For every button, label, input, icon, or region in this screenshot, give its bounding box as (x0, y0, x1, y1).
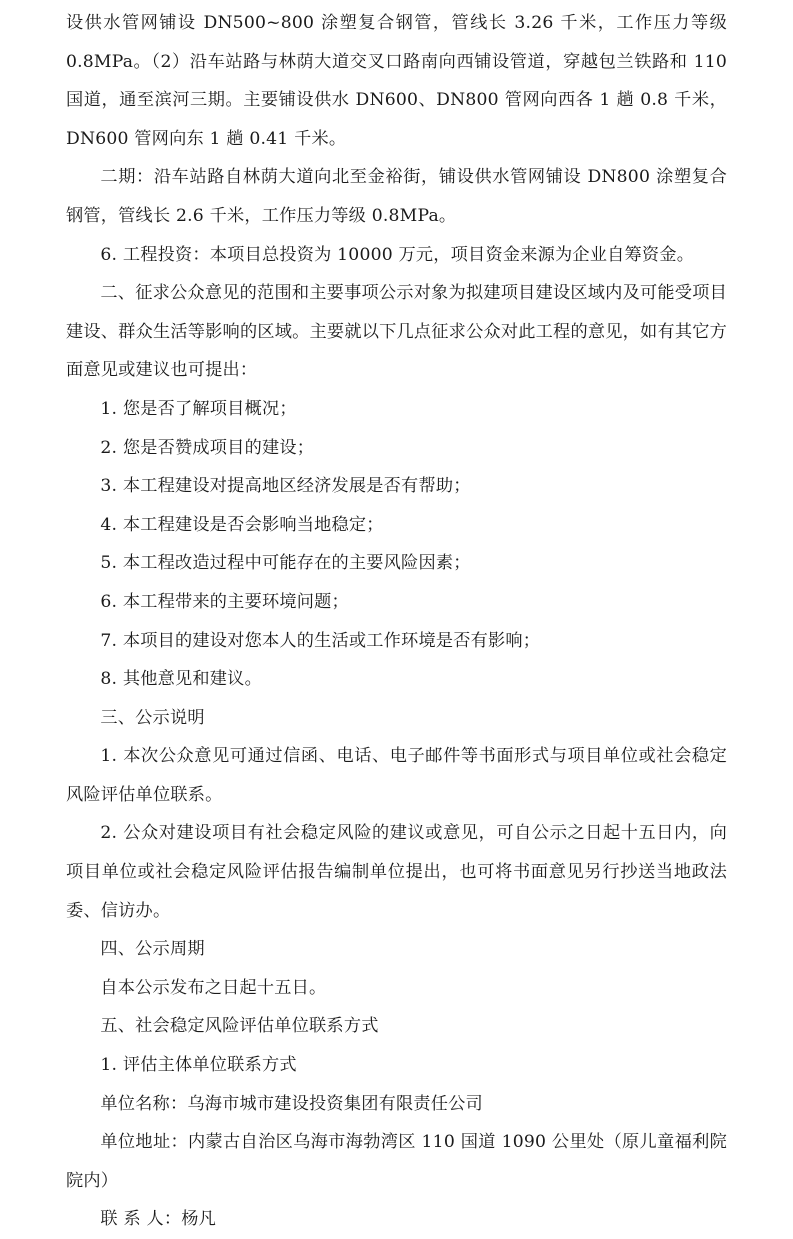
paragraph: 三、公示说明 (100, 707, 205, 728)
paragraph: 7. 本项目的建设对您本人的生活或工作环境是否有影响； (100, 630, 541, 651)
paragraph: 设供水管网铺设 DN500~800 涂塑复合钢管，管线长 3.26 千米，工作压力等级 0.8MPa。（2）沿车站路与林荫大道交叉口路南向西铺设管道，穿越包兰铁路和 110 国道，通至滨河三期。主要铺设供水 DN600、DN800 管网向西各 1 趟 0.8 千米，DN600 管网向东 1 趟 0.41 千米。 (66, 13, 727, 149)
paragraph: 6. 工程投资：本项目总投资为 10000 万元，项目资金来源为企业自筹资金。 (100, 244, 695, 265)
paragraph: 1. 评估主体单位联系方式 (100, 1055, 297, 1076)
paragraph: 4. 本工程建设是否会影响当地稳定； (100, 514, 384, 535)
paragraph: 5. 本工程改造过程中可能存在的主要风险因素； (100, 553, 471, 574)
paragraph: 二期：沿车站路自林荫大道向北至金裕街，铺设供水管网铺设 DN800 涂塑复合钢管，管线长 2.6 千米，工作压力等级 0.8MPa。 (66, 167, 727, 226)
paragraph: 8. 其他意见和建议。 (100, 669, 262, 690)
paragraph: 2. 公众对建设项目有社会稳定风险的建议或意见，可自公示之日起十五日内，向项目单位或社会稳定风险评估报告编制单位提出，也可将书面意见另行抄送当地政法委、信访办。 (66, 823, 727, 921)
paragraph: 五、社会稳定风险评估单位联系方式 (100, 1016, 379, 1037)
paragraph: 6. 本工程带来的主要环境问题； (100, 591, 349, 612)
paragraph: 联 系 人：杨凡 (100, 1209, 217, 1230)
paragraph: 2. 您是否赞成项目的建设； (100, 437, 315, 458)
paragraph: 1. 本次公众意见可通过信函、电话、电子邮件等书面形式与项目单位或社会稳定风险评估单位联系。 (66, 746, 727, 805)
paragraph: 3. 本工程建设对提高地区经济发展是否有帮助； (100, 476, 471, 497)
paragraph: 二、征求公众意见的范围和主要事项公示对象为拟建项目建设区域内及可能受项目建设、群众生活等影响的区域。主要就以下几点征求公众对此工程的意见，如有其它方面意见或建议也可提出： (66, 283, 727, 381)
paragraph: 四、公示周期 (100, 939, 205, 960)
paragraph: 单位名称：乌海市城市建设投资集团有限责任公司 (100, 1093, 483, 1114)
paragraph: 单位地址：内蒙古自治区乌海市海勃湾区 110 国道 1090 公里处（原儿童福利院院内） (66, 1132, 727, 1191)
paragraph: 自本公示发布之日起十五日。 (100, 977, 327, 998)
paragraph: 1. 您是否了解项目概况； (100, 398, 297, 419)
document-body (66, 4, 727, 1239)
